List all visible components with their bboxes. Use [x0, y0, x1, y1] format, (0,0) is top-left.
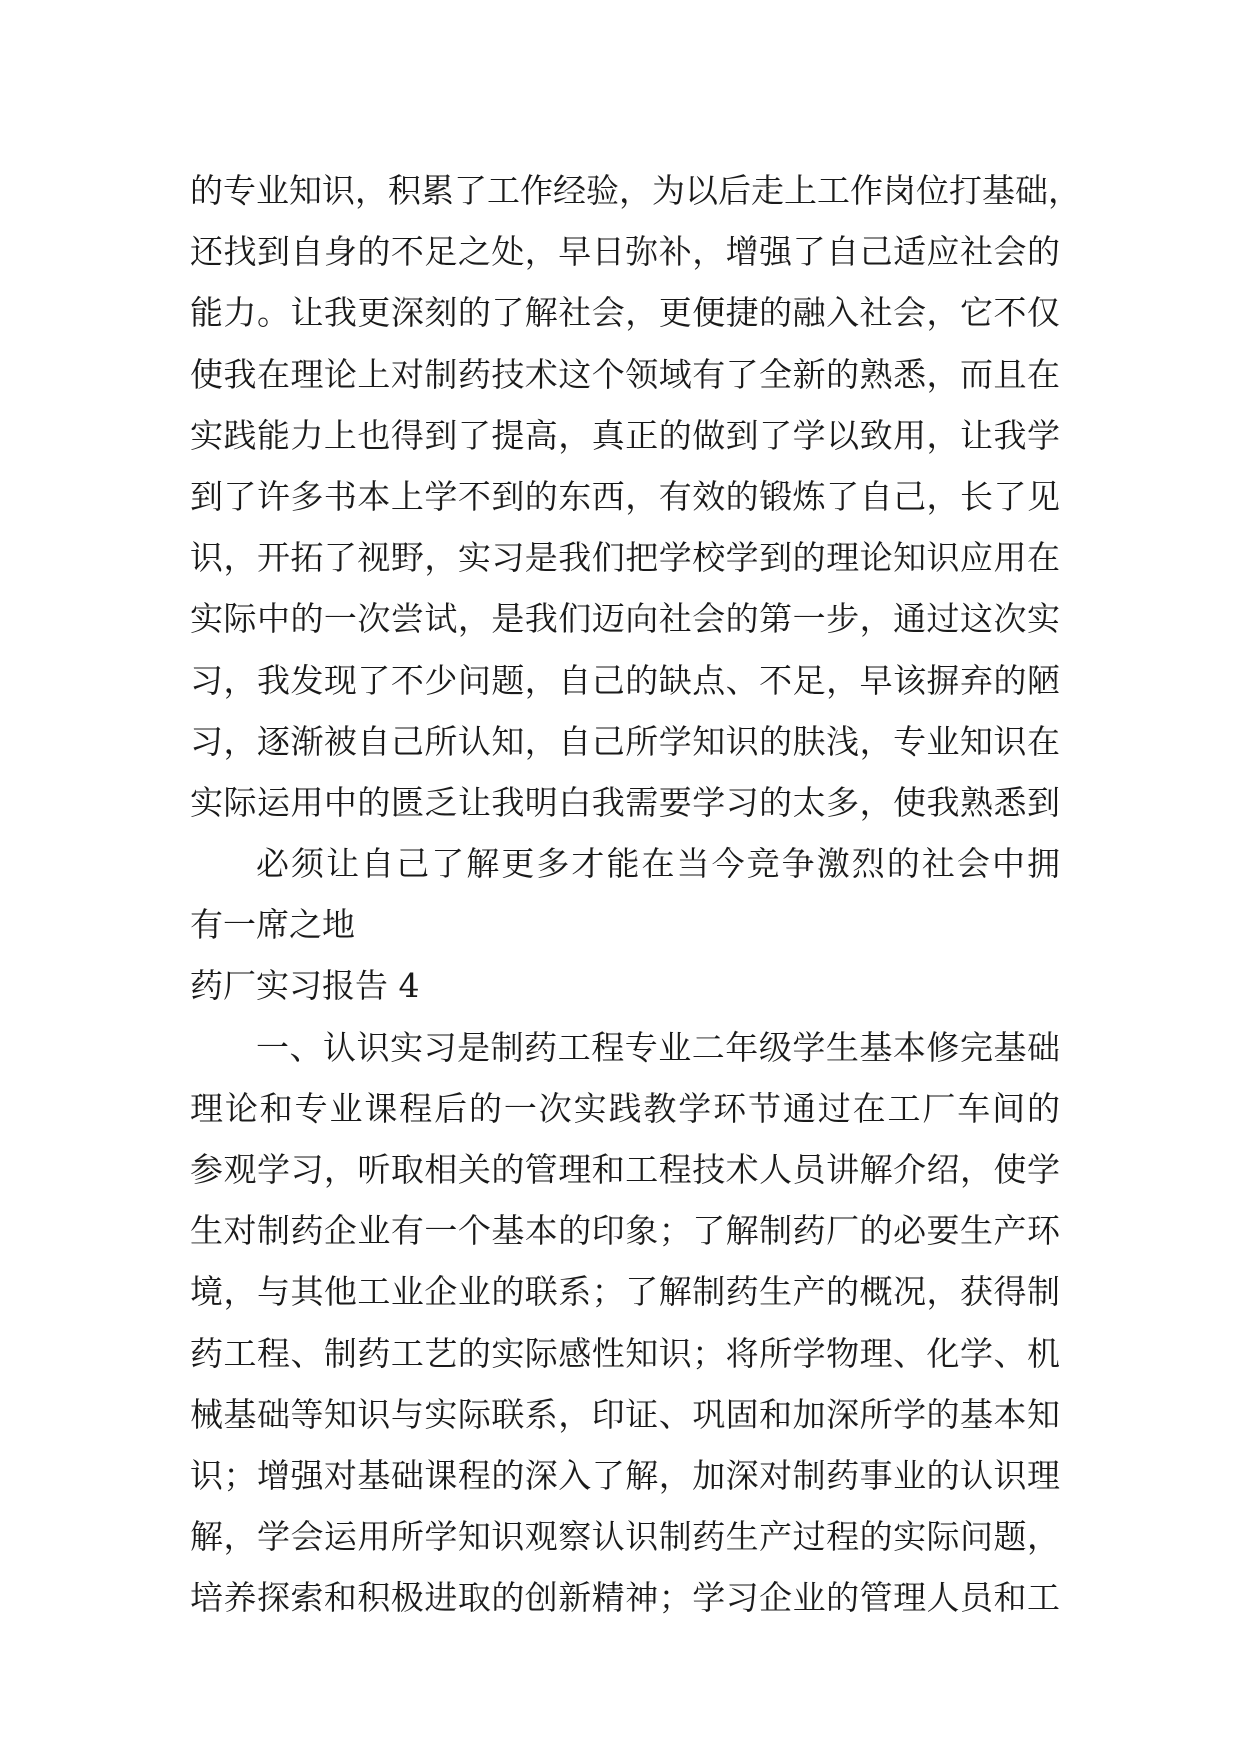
text-line: 参观学习，听取相关的管理和工程技术人员讲解介绍，使学	[190, 1150, 1060, 1189]
text-line: 药工程、制药工艺的实际感性知识；将所学物理、化学、机	[190, 1333, 1060, 1373]
text-line: 解，学会运用所学知识观察认识制药生产过程的实际问题，	[190, 1517, 1060, 1557]
text-line: 实践能力上也得到了提高，真正的做到了学以致用，让我学	[190, 415, 1060, 455]
text-line: 使我在理论上对制药技术这个领域有了全新的熟悉，而且在	[190, 354, 1060, 394]
text-line: 实际中的一次尝试，是我们迈向社会的第一步，通过这次实	[190, 599, 1060, 639]
text-line: 能力。让我更深刻的了解社会，更便捷的融入社会，它不仅	[190, 293, 1060, 333]
document-body	[190, 160, 1081, 1629]
text-line: 必须让自己了解更多才能在当今竞争激烈的社会中拥	[256, 844, 1060, 884]
text-line: 习，逐渐被自己所认知，自己所学知识的肤浅，专业知识在	[190, 721, 1060, 761]
text-line: 的专业知识，积累了工作经验，为以后走上工作岗位打基础，	[190, 171, 1081, 210]
text-line: 一、认识实习是制药工程专业二年级学生基本修完基础	[256, 1027, 1060, 1067]
text-line: 理论和专业课程后的一次实践教学环节通过在工厂车间的	[190, 1088, 1060, 1128]
text-line: 识；增强对基础课程的深入了解，加深对制药事业的认识理	[190, 1455, 1060, 1495]
text-line: 境，与其他工业企业的联系；了解制药生产的概况，获得制	[190, 1272, 1060, 1312]
text-line: 培养探索和积极进取的创新精神；学习企业的管理人员和工	[190, 1578, 1060, 1618]
text-line: 习，我发现了不少问题，自己的缺点、不足，早该摒弃的陋	[190, 660, 1060, 700]
text-line: 还找到自身的不足之处，早日弥补，增强了自己适应社会的	[190, 232, 1060, 272]
text-line: 到了许多书本上学不到的东西，有效的锻炼了自己，长了见	[190, 476, 1060, 516]
text-line: 械基础等知识与实际联系，印证、巩固和加深所学的基本知	[190, 1394, 1060, 1434]
text-line: 药厂实习报告 4	[190, 966, 420, 1006]
text-line: 实际运用中的匮乏让我明白我需要学习的太多，使我熟悉到	[190, 782, 1060, 822]
text-line: 有一席之地	[190, 905, 355, 945]
text-line: 生对制药企业有一个基本的印象；了解制药厂的必要生产环	[190, 1211, 1060, 1251]
text-line: 识，开拓了视野，实习是我们把学校学到的理论知识应用在	[190, 538, 1060, 578]
